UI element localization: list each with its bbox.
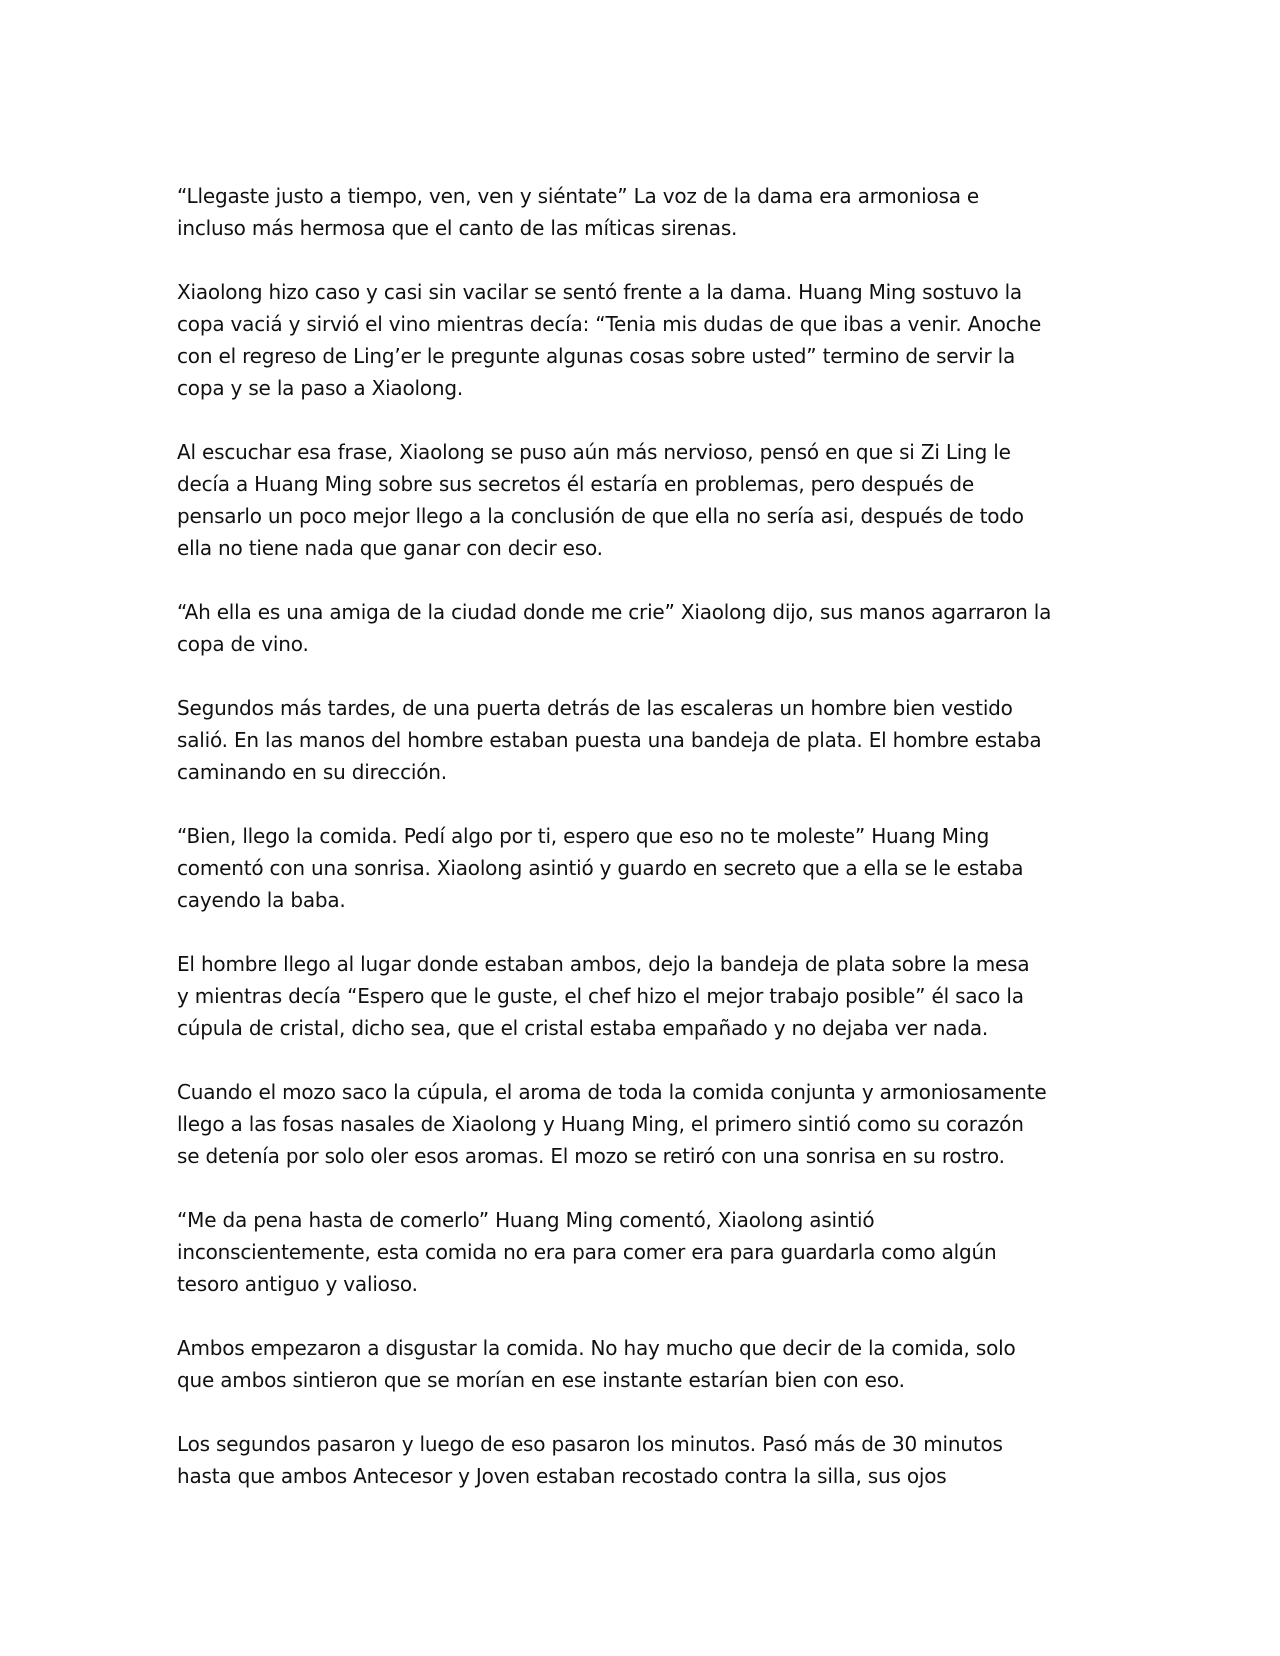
text-line: copa y se la paso a Xiaolong.	[177, 376, 464, 400]
paragraph	[177, 180, 1107, 244]
text-line: “Me da pena hasta de comerlo” Huang Ming comentó, Xiaolong asintió	[177, 1208, 875, 1232]
paragraph	[177, 1428, 1107, 1492]
text-line: “Ah ella es una amiga de la ciudad donde me crie” Xiaolong dijo, sus manos agarraron la	[177, 600, 1052, 624]
paragraph	[177, 596, 1107, 660]
paragraph	[177, 276, 1107, 404]
paragraph	[177, 1076, 1107, 1172]
text-line: salió. En las manos del hombre estaban puesta una bandeja de plata. El hombre estaba	[177, 728, 1042, 752]
paragraph	[177, 436, 1107, 564]
text-line: inconscientemente, esta comida no era para comer era para guardarla como algún	[177, 1240, 997, 1264]
text-line: comentó con una sonrisa. Xiaolong asintió y guardo en secreto que a ella se le estaba	[177, 856, 1024, 880]
paragraph	[177, 1332, 1107, 1396]
text-line: que ambos sintieron que se morían en ese instante estarían bien con eso.	[177, 1368, 905, 1392]
text-line: incluso más hermosa que el canto de las míticas sirenas.	[177, 216, 738, 240]
text-line: “Llegaste justo a tiempo, ven, ven y siéntate” La voz de la dama era armoniosa e	[177, 184, 980, 208]
text-line: Los segundos pasaron y luego de eso pasaron los minutos. Pasó más de 30 minutos	[177, 1432, 1003, 1456]
text-line: “Bien, llego la comida. Pedí algo por ti, espero que eso no te moleste” Huang Ming	[177, 824, 990, 848]
text-line: Cuando el mozo saco la cúpula, el aroma de toda la comida conjunta y armoniosamente	[177, 1080, 1047, 1104]
text-line: decía a Huang Ming sobre sus secretos él estaría en problemas, pero después de	[177, 472, 974, 496]
text-line: cayendo la baba.	[177, 888, 346, 912]
paragraph	[177, 1204, 1107, 1300]
text-line: ella no tiene nada que ganar con decir eso.	[177, 536, 603, 560]
body-text	[177, 180, 1107, 1524]
text-line: Al escuchar esa frase, Xiaolong se puso aún más nervioso, pensó en que si Zi Ling le	[177, 440, 1011, 464]
text-line: copa de vino.	[177, 632, 309, 656]
text-line: caminando en su dirección.	[177, 760, 447, 784]
text-line: El hombre llego al lugar donde estaban ambos, dejo la bandeja de plata sobre la mesa	[177, 952, 1030, 976]
text-line: cúpula de cristal, dicho sea, que el cristal estaba empañado y no dejaba ver nada.	[177, 1016, 989, 1040]
text-line: llego a las fosas nasales de Xiaolong y Huang Ming, el primero sintió como su corazón	[177, 1112, 1024, 1136]
text-line: Ambos empezaron a disgustar la comida. No hay mucho que decir de la comida, solo	[177, 1336, 1016, 1360]
text-line: y mientras decía “Espero que le guste, el chef hizo el mejor trabajo posible” él saco la	[177, 984, 1024, 1008]
paragraph	[177, 820, 1107, 916]
text-line: se detenía por solo oler esos aromas. El mozo se retiró con una sonrisa en su rostro.	[177, 1144, 1005, 1168]
text-line: Xiaolong hizo caso y casi sin vacilar se sentó frente a la dama. Huang Ming sostuvo la	[177, 280, 1022, 304]
text-line: con el regreso de Ling’er le pregunte algunas cosas sobre usted” termino de servir la	[177, 344, 1016, 368]
paragraph	[177, 692, 1107, 788]
paragraph	[177, 948, 1107, 1044]
text-line: tesoro antiguo y valioso.	[177, 1272, 418, 1296]
text-line: hasta que ambos Antecesor y Joven estaban recostado contra la silla, sus ojos	[177, 1464, 947, 1488]
text-line: pensarlo un poco mejor llego a la conclusión de que ella no sería asi, después de todo	[177, 504, 1024, 528]
text-line: Segundos más tardes, de una puerta detrás de las escaleras un hombre bien vestido	[177, 696, 1013, 720]
text-line: copa vaciá y sirvió el vino mientras decía: “Tenia mis dudas de que ibas a venir. Anoche	[177, 312, 1042, 336]
